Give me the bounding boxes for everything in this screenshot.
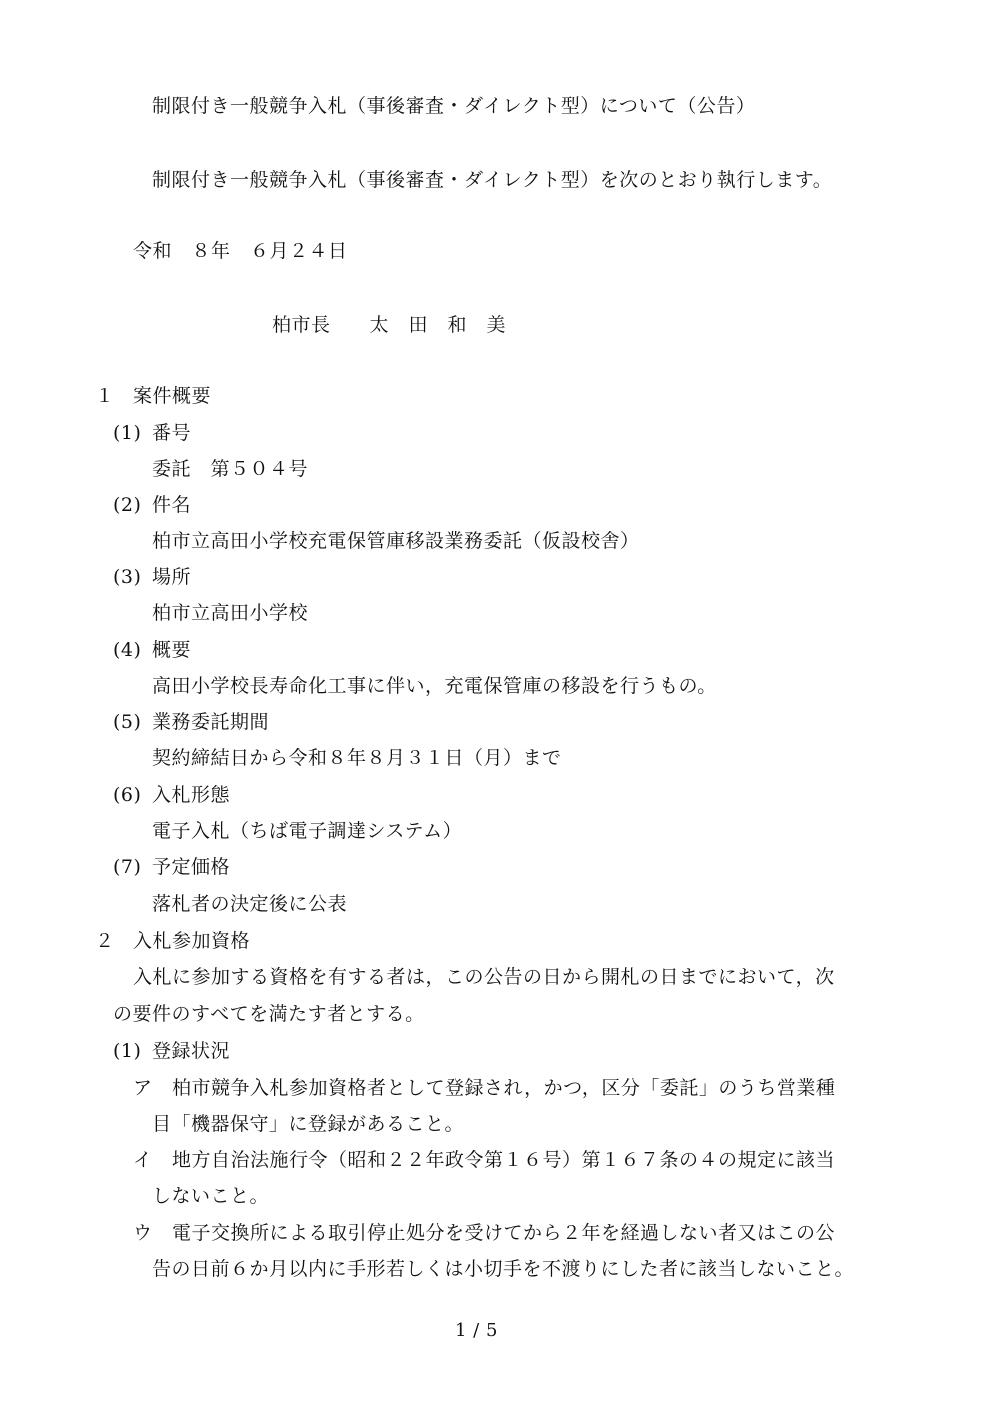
condition-a-line1: 柏市競争入札参加資格者として登録され，かつ，区分「委託」のうち営業種 bbox=[172, 1077, 836, 1099]
subsection1-label: 登録状況 bbox=[152, 1040, 231, 1062]
subsection1-number: (1) bbox=[113, 1040, 142, 1062]
notice-date: 令和 ８年 ６月２４日 bbox=[133, 240, 348, 262]
item-4-value: 高田小学校長寿命化工事に伴い，充電保管庫の移設を行うもの。 bbox=[152, 675, 717, 697]
item-5-number: (5) bbox=[113, 711, 142, 733]
item-2-number: (2) bbox=[113, 494, 142, 516]
section2-intro-line1: 入札に参加する資格を有する者は，この公告の日から開札の日までにおいて，次 bbox=[133, 966, 835, 988]
section2-heading-number: ２ bbox=[95, 930, 115, 952]
item-6-number: (6) bbox=[113, 784, 142, 806]
item-2-value: 柏市立高田小学校充電保管庫移設業務委託（仮設校舎） bbox=[152, 530, 640, 552]
item-5-value: 契約締結日から令和８年８月３１日（月）まで bbox=[152, 747, 562, 769]
condition-a-marker: ア bbox=[133, 1077, 153, 1099]
section1-heading-number: １ bbox=[95, 385, 115, 407]
condition-a-line2: 目「機器保守」に登録があること。 bbox=[152, 1113, 465, 1135]
condition-i-line2: しないこと。 bbox=[152, 1185, 270, 1207]
notice-intro: 制限付き一般競争入札（事後審査・ダイレクト型）を次のとおり執行します。 bbox=[152, 169, 833, 191]
page-number: 1 / 5 bbox=[455, 1320, 498, 1341]
item-6-label: 入札形態 bbox=[152, 784, 231, 806]
item-4-number: (4) bbox=[113, 639, 142, 661]
condition-i-line1: 地方自治法施行令（昭和２２年政令第１６号）第１６７条の４の規定に該当 bbox=[172, 1149, 836, 1171]
item-1-label: 番号 bbox=[152, 422, 192, 444]
item-2-label: 件名 bbox=[152, 494, 192, 516]
condition-u-line1: 電子交換所による取引停止処分を受けてから２年を経過しない者又はこの公 bbox=[172, 1222, 836, 1244]
notice-title: 制限付き一般競争入札（事後審査・ダイレクト型）について（公告） bbox=[152, 95, 756, 117]
notice-issuer: 柏市長 太 田 和 美 bbox=[272, 314, 507, 336]
condition-u-line2: 告の日前６か月以内に手形若しくは小切手を不渡りにした者に該当しないこと。 bbox=[152, 1258, 855, 1280]
item-6-value: 電子入札（ちば電子調達システム） bbox=[152, 820, 463, 842]
item-7-value: 落札者の決定後に公表 bbox=[152, 893, 348, 915]
section2-intro-line2: の要件のすべてを満たす者とする。 bbox=[113, 1003, 425, 1025]
condition-u-marker: ウ bbox=[133, 1222, 153, 1244]
item-3-number: (3) bbox=[113, 566, 142, 588]
section2-heading: 入札参加資格 bbox=[133, 930, 251, 952]
item-7-label: 予定価格 bbox=[152, 856, 231, 878]
item-5-label: 業務委託期間 bbox=[152, 711, 270, 733]
section1-heading: 案件概要 bbox=[133, 385, 212, 407]
item-1-value: 委託 第５０４号 bbox=[152, 458, 309, 480]
item-1-number: (1) bbox=[113, 422, 142, 444]
item-3-value: 柏市立高田小学校 bbox=[152, 602, 309, 624]
item-3-label: 場所 bbox=[152, 566, 192, 588]
condition-i-marker: イ bbox=[133, 1149, 153, 1171]
item-7-number: (7) bbox=[113, 856, 142, 878]
item-4-label: 概要 bbox=[152, 639, 192, 661]
